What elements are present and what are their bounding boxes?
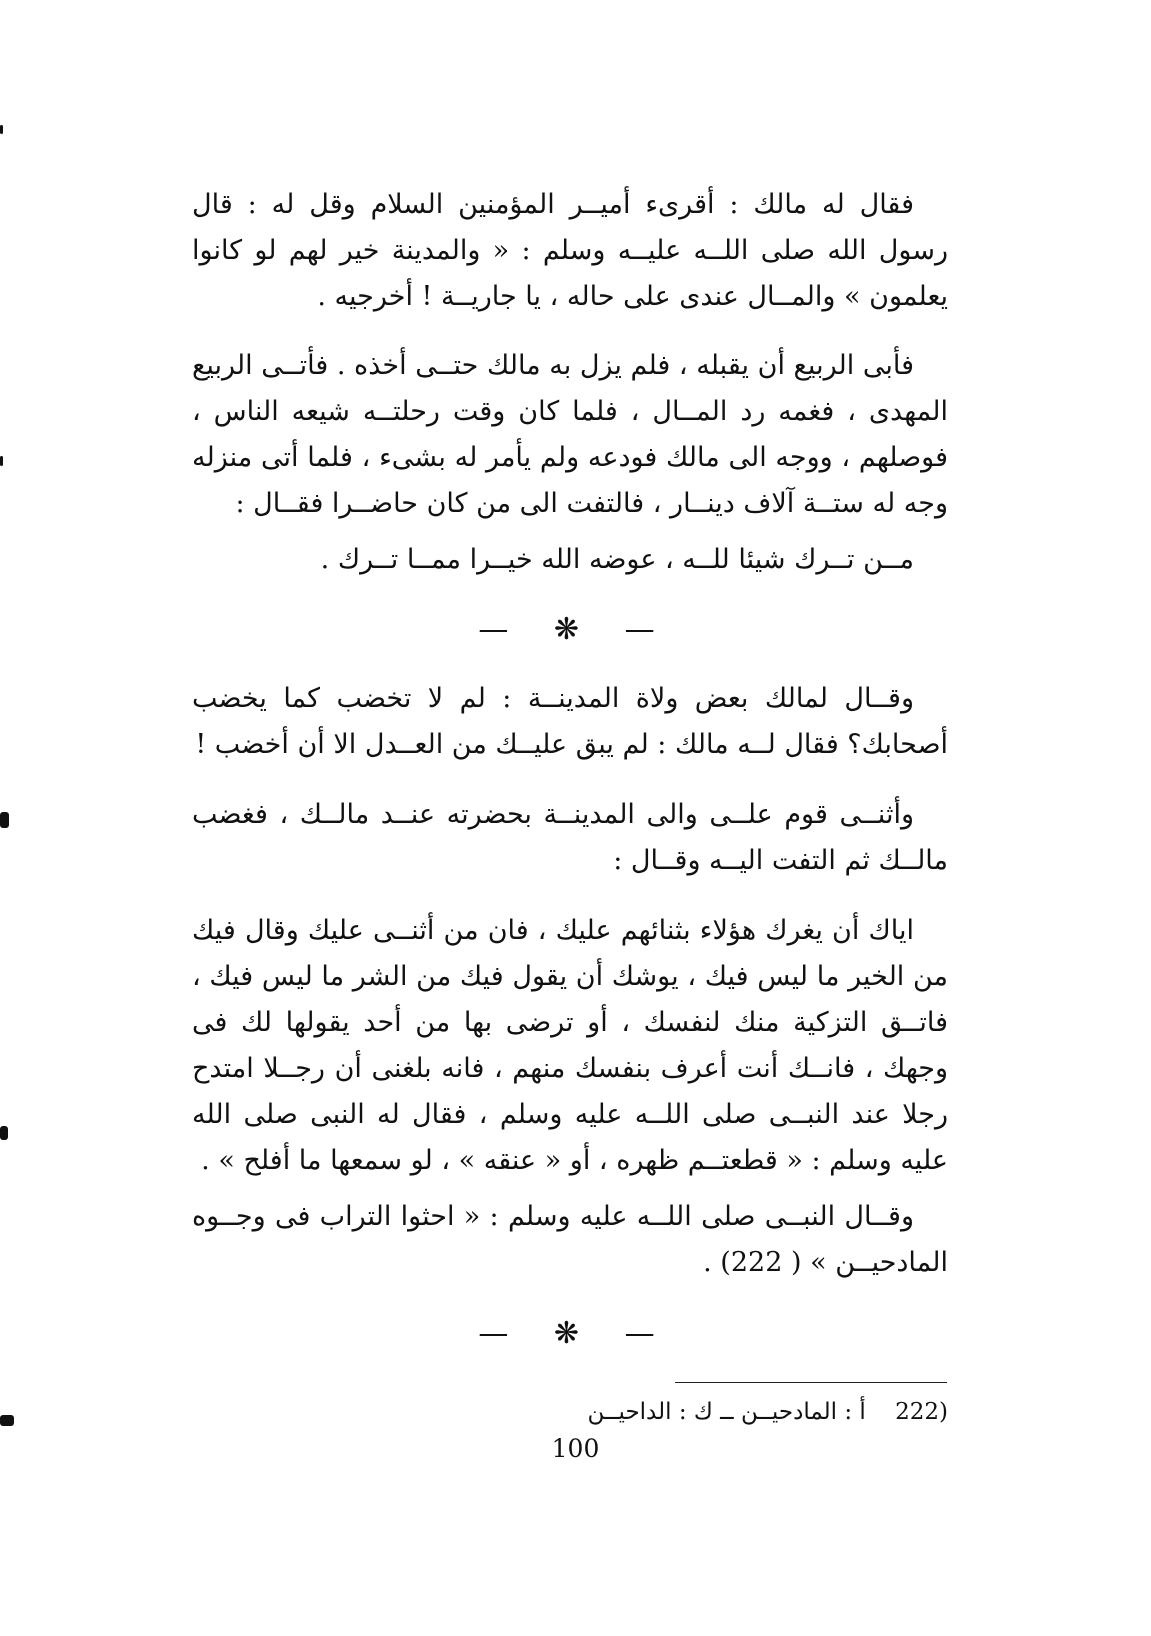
paragraph-text: فأبى الربيع أن يقبله ، فلم يزل به مالك حتــى أخذه . فأتــى الربيع المهدى ، فغمه رد المــال ، فلما كان وقت رحلتــه شيعه الناس ، فوصلهم ، ووجه الى مالك فودعه ولم يأمر له بشىء ، فلما أتى منزله وجه له ستــة آلاف دينــار ، فالتفت الى من كان حاضــرا فقــال : (192, 350, 948, 519)
footnote-text: أ : المادحيــن ــ ك : الداحيــن (587, 1399, 866, 1425)
paragraph-text: وقــال النبــى صلى اللــه عليه وسلم : « احثوا التراب فى وجــوه المادحيــن » ( 222) . (192, 1201, 948, 1278)
paragraph-text: وأثنــى قوم علــى والى المدينــة بحضرته عنــد مالــك ، فغضب مالــك ثم التفت اليــه وقــال : (192, 799, 948, 876)
scan-edge-mark (0, 812, 9, 828)
scan-edge-mark (0, 456, 3, 466)
quoted-saying (192, 537, 948, 583)
paragraph-text: مــن تــرك شيئا للــه ، عوضه الله خيــرا ممــا تــرك . (320, 544, 914, 575)
scan-edge-mark (0, 125, 3, 134)
footnote-divider (675, 1382, 947, 1383)
footnote-number: (222 (895, 1399, 948, 1425)
scan-edge-mark (0, 1415, 14, 1426)
section-separator: — ❋ — (478, 1316, 673, 1351)
paragraph (192, 908, 948, 1184)
paragraph (192, 792, 948, 884)
paragraph (192, 182, 948, 320)
footnote (400, 1395, 948, 1429)
scan-edge-mark (0, 1126, 8, 1140)
section-separator: — ❋ — (478, 612, 673, 647)
page-number: 100 (551, 1434, 600, 1463)
paragraph (192, 343, 948, 527)
paragraph-text: وقــال لمالك بعض ولاة المدينــة : لم لا تخضب كما يخضب أصحابك؟ فقال لــه مالك : لم يبق عليــك من العــدل الا أن أخضب ! (192, 683, 948, 760)
paragraph (192, 676, 948, 768)
paragraph-text: اياك أن يغرك هؤلاء بثنائهم عليك ، فان من أثنــى عليك وقال فيك من الخير ما ليس فيك ، يوشك أن يقول فيك من الشر ما ليس فيك ، فاتــق التزكية منك لنفسك ، أو ترضى بها من أحد يقولها لك فى وجهك ، فانــك أنت أعرف بنفسك منهم ، فانه بلغنى أن رجــلا امتدح رجلا عند النبــى صلى اللــه عليه وسلم ، فقال له النبى صلى الله عليه وسلم : « قطعتــم ظهره ، أو « عنقه » ، لو سمعها ما أفلح » . (192, 915, 948, 1176)
paragraph-text: فقال له مالك : أقرىء أميــر المؤمنين السلام وقل له : قال رسول الله صلى اللــه عليــه وسلم : « والمدينة خير لهم لو كانوا يعلمون » والمــال عندى على حاله ، يا جاريــة ! أخرجيه . (192, 189, 948, 312)
paragraph (192, 1194, 948, 1286)
